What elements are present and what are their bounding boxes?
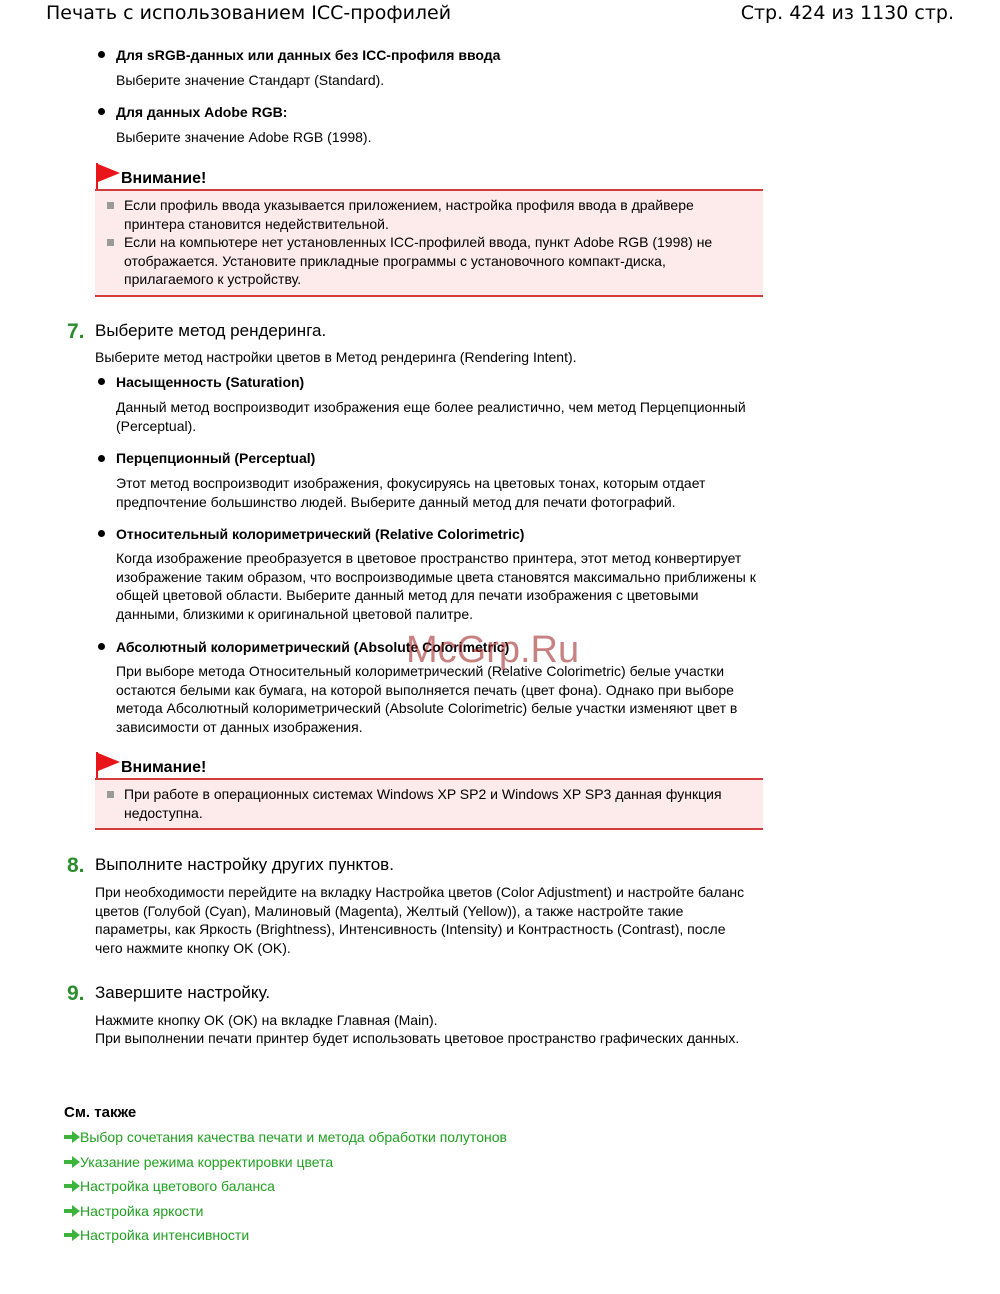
bullet-title: Относительный колориметрический (Relative Colorimetric)	[116, 526, 525, 542]
step-title: Завершите настройку.	[95, 983, 271, 1002]
bullet-text: Выберите значение Adobe RGB (1998).	[116, 129, 372, 145]
gray-square-icon	[107, 239, 114, 246]
see-also-link[interactable]: Настройка цветового баланса	[64, 1177, 275, 1195]
step-title: Выполните настройку других пунктов.	[95, 855, 394, 874]
warning-item: Если на компьютере нет установленных ICC-профилей ввода, пункт Adobe RGB (1998) не отображается. Установите прикладные программы с установочного компакт-диска, прилагаемого к устройству.	[107, 233, 755, 289]
bullet-text: Когда изображение преобразуется в цветовое пространство принтера, этот метод конвертирует изображение таким образом, что воспроизводимые цвета становятся максимально приближены к общей цветовой области. Выберите данный метод для печати изображения с цветовыми данными, близкими к оригинальной цветовой палитре.	[116, 550, 756, 622]
step-number: 9.	[67, 982, 85, 1005]
see-also-link[interactable]: Настройка интенсивности	[64, 1226, 249, 1244]
warning-item: Если профиль ввода указывается приложением, настройка профиля ввода в драйвере принтера становится недействительной.	[107, 196, 755, 233]
bullet-title: Перцепционный (Perceptual)	[116, 450, 316, 466]
warning-box	[95, 752, 763, 830]
watermark: McGrp.Ru	[406, 629, 580, 671]
see-also-link[interactable]: Настройка яркости	[64, 1202, 203, 1220]
green-arrow-icon	[64, 1205, 80, 1217]
bullet-dot-icon	[98, 378, 105, 385]
warning-title: Внимание!	[121, 170, 207, 187]
bullet-text: Данный метод воспроизводит изображения еще более реалистично, чем метод Перцепционный (Perceptual).	[116, 399, 746, 434]
warning-box	[95, 163, 763, 297]
warning-title: Внимание!	[121, 759, 207, 776]
bullet-dot-icon	[98, 51, 105, 58]
bullet-dot-icon	[98, 530, 105, 537]
bullet-dot-icon	[98, 108, 105, 115]
bullet-title: Для sRGB-данных или данных без ICC-профиля ввода	[116, 47, 501, 63]
gray-square-icon	[107, 202, 114, 209]
green-arrow-icon	[64, 1180, 80, 1192]
step-intro: Выберите метод настройки цветов в Метод рендеринга (Rendering Intent).	[95, 349, 577, 365]
green-arrow-icon	[64, 1156, 80, 1168]
step-text: При выполнении печати принтер будет использовать цветовое пространство графических данных.	[95, 1030, 740, 1046]
step-number: 8.	[67, 854, 85, 877]
gray-square-icon	[107, 791, 114, 798]
bullet-text: Выберите значение Стандарт (Standard).	[116, 72, 385, 88]
bullet-dot-icon	[98, 643, 105, 650]
page-header-title: Печать с использованием ICC-профилей	[46, 2, 452, 24]
bullet-text: Этот метод воспроизводит изображения, фокусируясь на цветовых тонах, которым отдает предпочтение большинство людей. Выберите данный метод для печати фотографий.	[116, 475, 706, 510]
step-title: Выберите метод рендеринга.	[95, 321, 327, 340]
see-also-link[interactable]: Выбор сочетания качества печати и метода обработки полутонов	[64, 1128, 507, 1146]
step-text: При необходимости перейдите на вкладку Настройка цветов (Color Adjustment) и настройте баланс цветов (Голубой (Cyan), Малиновый (Magenta), Желтый (Yellow)), а также настройте такие параметры, как Яркость (Brightness), Интенсивность (Intensity) и Контрастность (Contrast), после чего нажмите кнопку OK (OK).	[95, 884, 745, 956]
bullet-title: Для данных Adobe RGB:	[116, 104, 288, 120]
warning-item: При работе в операционных системах Windows XP SP2 и Windows XP SP3 данная функция недоступна.	[107, 785, 755, 822]
see-also-title: См. также	[64, 1104, 137, 1121]
red-flag-icon	[95, 752, 121, 778]
step-number: 7.	[67, 320, 85, 343]
bullet-dot-icon	[98, 455, 105, 462]
bullet-title: Абсолютный колориметрический (Absolute Colorimetric)	[116, 639, 510, 655]
page-number: Стр. 424 из 1130 стр.	[740, 2, 954, 24]
see-also-link[interactable]: Указание режима корректировки цвета	[64, 1153, 333, 1171]
green-arrow-icon	[64, 1131, 80, 1143]
green-arrow-icon	[64, 1229, 80, 1241]
red-flag-icon	[95, 163, 121, 189]
bullet-text: При выборе метода Относительный колориметрический (Relative Colorimetric) белые участки остаются белыми как бумага, на которой выполняется печать (цвет фона). Однако при выборе метода Абсолютный колориметрический (Absolute Colorimetric) белые участки изменяют цвет в зависимости от данных изображения.	[116, 663, 738, 735]
bullet-title: Насыщенность (Saturation)	[116, 374, 305, 390]
step-text: Нажмите кнопку OK (OK) на вкладке Главная (Main).	[95, 1012, 438, 1028]
